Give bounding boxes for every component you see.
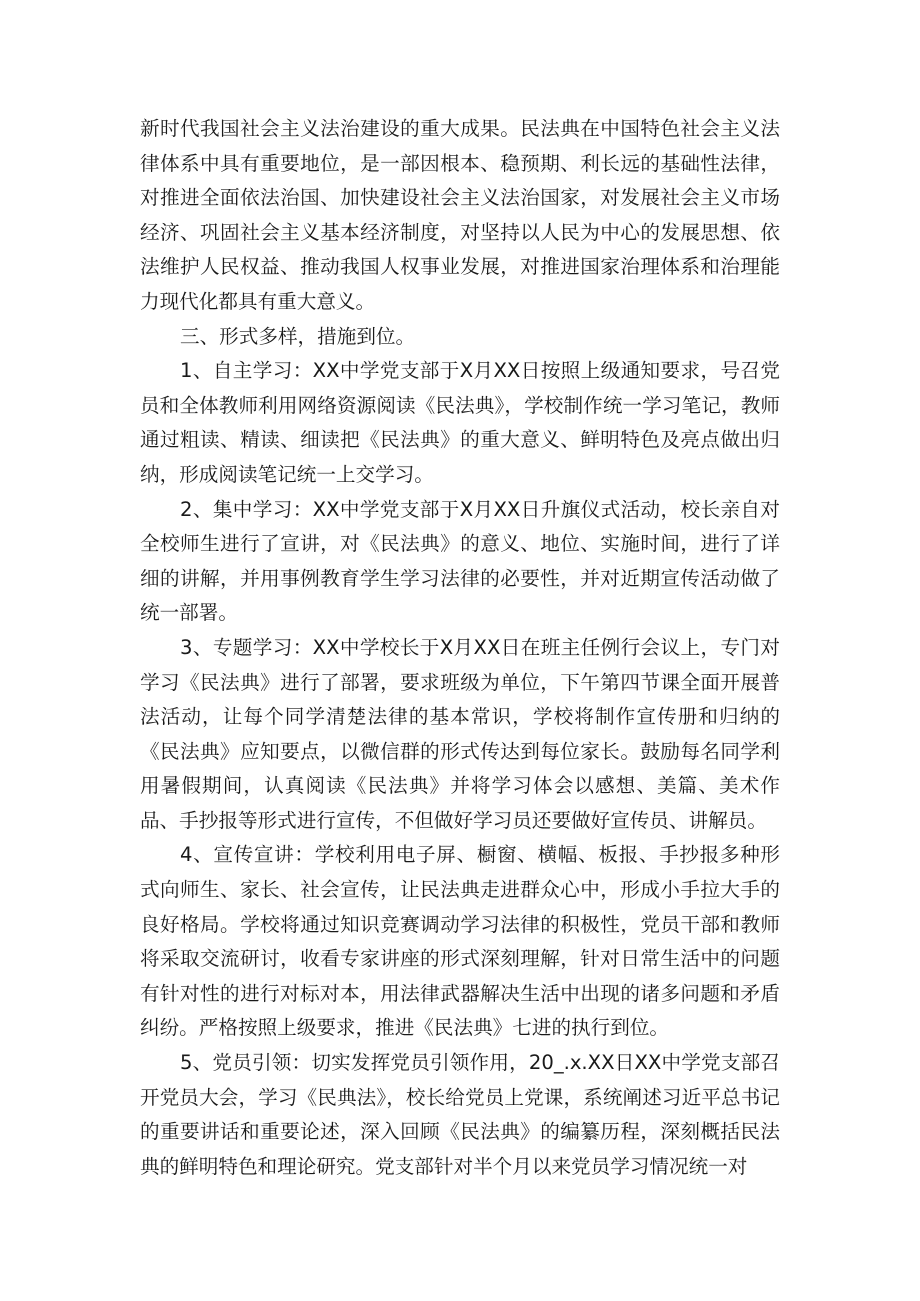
section-heading-3: 三、形式多样，措施到位。 [180,324,416,348]
paragraph-group-study: 2、集中学习：XX中学党支部于X月XX日升旗仪式活动，校长亲自对全校师生进行了宣讲，对《民法典》的意义、地位、实施时间，进行了详细的讲解，并用事例教育学生学习法律的必要性，并对近期宣传活动做了统一部署。 [140,497,780,625]
paragraph-topic-study: 3、专题学习：XX中学校长于X月XX日在班主任例行会议上，专门对学习《民法典》进行了部署，要求班级为单位，下午第四节课全面开展普法活动，让每个同学清楚法律的基本常识，学校将制作宣传册和归纳的《民法典》应知要点，以微信群的形式传达到每位家长。鼓励每名同学利用暑假期间，认真阅读《民法典》并将学习体会以感想、美篇、美术作品、手抄报等形式进行宣传，不但做好学习员还要做好宣传员、讲解员。 [140,635,780,832]
paragraph-party-lead: 5、党员引领：切实发挥党员引领作用，20_.x.XX日XX中学党支部召开党员大会，学习《民典法》，校长给党员上党课，系统阐述习近平总书记的重要讲话和重要论述，深入回顾《民法典》的编纂历程，深刻概括民法典的鲜明特色和理论研究。党支部针对半个月以来党员学习情况统一对 [140,1051,780,1178]
paragraph-publicity: 4、宣传宣讲：学校利用电子屏、橱窗、横幅、板报、手抄报多种形式向师生、家长、社会宣传，让民法典走进群众心中，形成小手拉大手的良好格局。学校将通过知识竞赛调动学习法律的积极性，党员干部和教师将采取交流研讨，收看专家讲座的形式深刻理解，针对日常生活中的问题有针对性的进行对标对本，用法律武器解决生活中出现的诸多问题和矛盾纠纷。严格按照上级要求，推进《民法典》七进的执行到位。 [140,843,780,1040]
paragraph-continued-intro: 新时代我国社会主义法治建设的重大成果。民法典在中国特色社会主义法律体系中具有重要地位，是一部因根本、稳预期、利长远的基础性法律，对推进全面依法治国、加快建设社会主义法治国家，对发展社会主义市场经济、巩固社会主义基本经济制度，对坚持以人民为中心的发展思想、依法维护人民权益、推动我国人权事业发展，对推进国家治理体系和治理能力现代化都具有重大意义。 [140,117,780,313]
document-body [140,112,780,1184]
paragraph-self-study: 1、自主学习：XX中学党支部于X月XX日按照上级通知要求，号召党员和全体教师利用网络资源阅读《民法典》，学校制作统一学习笔记，教师通过粗读、精读、细读把《民法典》的重大意义、鲜明特色及亮点做出归纳，形成阅读笔记统一上交学习。 [140,359,780,486]
